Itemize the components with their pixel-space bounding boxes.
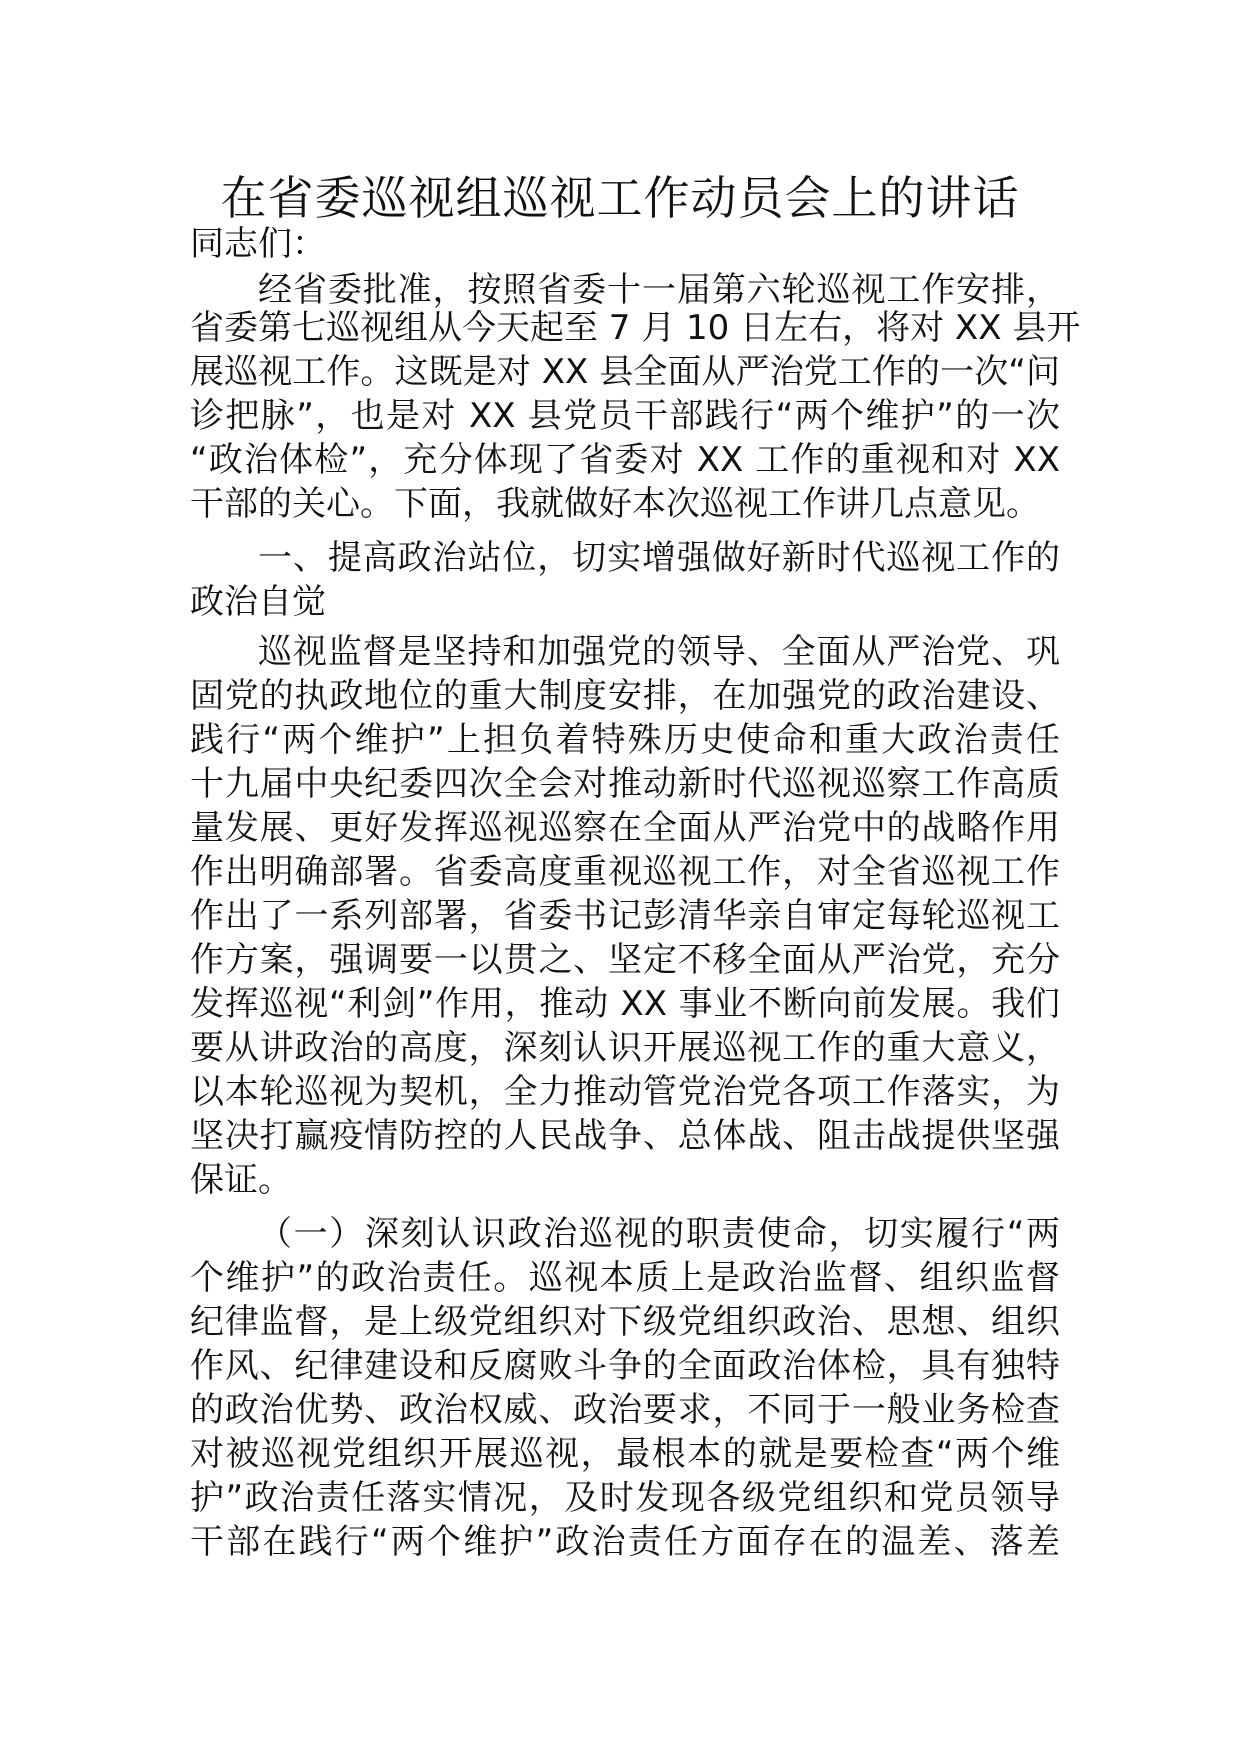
paragraph-line: （一）深刻认识政治巡视的职责使命，切实履行“两 [258, 1214, 1060, 1254]
paragraph-line: 固党的执政地位的重大制度安排，在加强党的政治建设、 [190, 676, 1060, 716]
paragraph-line: 保证。 [190, 1160, 292, 1200]
paragraph-line: 省委第七巡视组从今天起至 7 月 10 日左右，将对 XX 县开 [190, 308, 1081, 348]
paragraph-line: 经省委批准，按照省委十一届第六轮巡视工作安排， [258, 270, 1060, 310]
paragraph-line: 护”政治责任落实情况，及时发现各级党组织和党员领导 [190, 1478, 1060, 1518]
paragraph-line: 纪律监督，是上级党组织对下级党组织政治、思想、组织 [190, 1302, 1060, 1342]
paragraph-line: 诊把脉”，也是对 XX 县党员干部践行“两个维护”的一次 [190, 396, 1060, 436]
paragraph-line: 十九届中央纪委四次全会对推动新时代巡视巡察工作高质 [190, 764, 1060, 804]
paragraph-line: 践行“两个维护”上担负着特殊历史使命和重大政治责任 [190, 720, 1060, 760]
paragraph-line: 量发展、更好发挥巡视巡察在全面从严治党中的战略作用 [190, 808, 1060, 848]
paragraph-line: 展巡视工作。这既是对 XX 县全面从严治党工作的一次“问 [190, 352, 1060, 392]
paragraph-line: 巡视监督是坚持和加强党的领导、全面从严治党、巩 [258, 632, 1060, 672]
paragraph-line: 的政治优势、政治权威、政治要求，不同于一般业务检查 [190, 1390, 1060, 1430]
section-heading-line: 政治自觉 [190, 582, 326, 622]
salutation: 同志们： [190, 224, 326, 264]
paragraph-line: 干部在践行“两个维护”政治责任方面存在的温差、落差 [190, 1522, 1060, 1562]
section-heading-line: 一、提高政治站位，切实增强做好新时代巡视工作的 [258, 538, 1060, 578]
paragraph-line: “政治体检”，充分体现了省委对 XX 工作的重视和对 XX [190, 440, 1060, 480]
paragraph-line: 作风、纪律建设和反腐败斗争的全面政治体检，具有独特 [190, 1346, 1060, 1386]
paragraph-line: 发挥巡视“利剑”作用，推动 XX 事业不断向前发展。我们 [190, 984, 1060, 1024]
paragraph-line: 作出了一系列部署，省委书记彭清华亲自审定每轮巡视工 [190, 896, 1060, 936]
page-title: 在省委巡视组巡视工作动员会上的讲话 [220, 171, 1020, 225]
paragraph-line: 要从讲政治的高度，深刻认识开展巡视工作的重大意义， [190, 1028, 1060, 1068]
paragraph-line: 作方案，强调要一以贯之、坚定不移全面从严治党，充分 [190, 940, 1060, 980]
paragraph-line: 干部的关心。下面，我就做好本次巡视工作讲几点意见。 [190, 484, 1040, 524]
paragraph-line: 对被巡视党组织开展巡视，最根本的就是要检查“两个维 [190, 1434, 1060, 1474]
paragraph-line: 个维护”的政治责任。巡视本质上是政治监督、组织监督 [190, 1258, 1060, 1298]
paragraph-line: 以本轮巡视为契机，全力推动管党治党各项工作落实，为 [190, 1072, 1060, 1112]
paragraph-line: 坚决打赢疫情防控的人民战争、总体战、阻击战提供坚强 [190, 1116, 1060, 1156]
paragraph-line: 作出明确部署。省委高度重视巡视工作，对全省巡视工作 [190, 852, 1060, 892]
